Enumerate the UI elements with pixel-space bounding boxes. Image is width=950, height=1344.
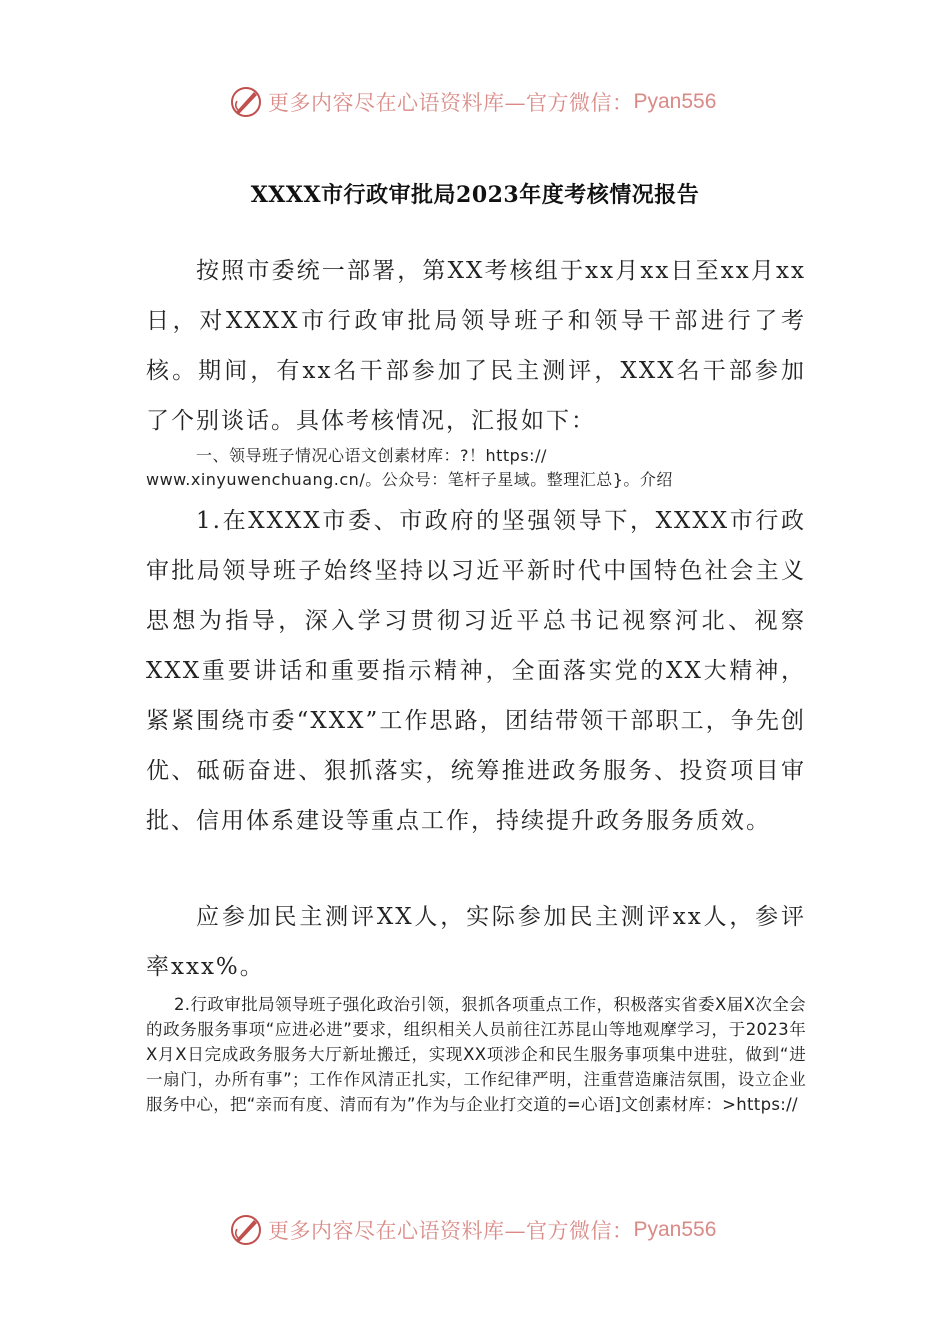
watermark-text: 更多内容尽在心语资料库—官方微信： xyxy=(268,91,634,115)
quill-logo-icon xyxy=(228,1212,264,1248)
watermark-text: 更多内容尽在心语资料库—官方微信： xyxy=(268,1219,634,1243)
watermark-header xyxy=(228,82,748,122)
document-title: XXXX市行政审批局2023年度考核情况报告 xyxy=(250,182,700,208)
section1-heading-line2: www.xinyuwenchuang.cn/。公众号：笔杆子星域。整理汇总}。介绍 xyxy=(146,470,673,489)
watermark-footer xyxy=(228,1210,748,1250)
watermark-handle: Pyan556 xyxy=(633,90,717,113)
rating-paragraph: 应参加民主测评XX人，实际参加民主测评xx人，参评率xxx%。 xyxy=(146,904,806,980)
item2-paragraph: 2.行政审批局领导班子强化政治引领，狠抓各项重点工作，积极落实省委X届X次全会的政务服务事项“应进必进”要求，组织相关人员前往江苏昆山等地观摩学习，于2023年X月X日完成政务服务大厅新址搬迁，实现XX项涉企和民生服务事项集中进驻，做到“进一扇门，办所有事”；工作作风清正扎实，工作纪律严明，注重营造廉洁氛围，设立企业服务中心，把“亲而有度、清而有为”作为与企业打交道的=心语]文创素材库：>https:// xyxy=(146,995,806,1114)
intro-paragraph: 按照市委统一部署，第XX考核组于xx月xx日至xx月xx日，对XXXX市行政审批局领导班子和领导干部进行了考核。期间，有xx名干部参加了民主测评，XXX名干部参加了个别谈话。具体考核情况，汇报如下： xyxy=(146,258,806,434)
quill-logo-icon xyxy=(228,84,264,120)
section1-heading-line1: 一、领导班子情况心语文创素材库：?！https:// xyxy=(196,446,547,465)
item1-paragraph: 1.在XXXX市委、市政府的坚强领导下，XXXX市行政审批局领导班子始终坚持以习近平新时代中国特色社会主义思想为指导，深入学习贯彻习近平总书记视察河北、视察XXX重要讲话和重要指示精神，全面落实党的XX大精神，紧紧围绕市委“XXX”工作思路，团结带领干部职工，争先创优、砥砺奋进、狠抓落实，统筹推进政务服务、投资项目审批、信用体系建设等重点工作，持续提升政务服务质效。 xyxy=(146,508,806,834)
watermark-handle: Pyan556 xyxy=(633,1218,717,1241)
